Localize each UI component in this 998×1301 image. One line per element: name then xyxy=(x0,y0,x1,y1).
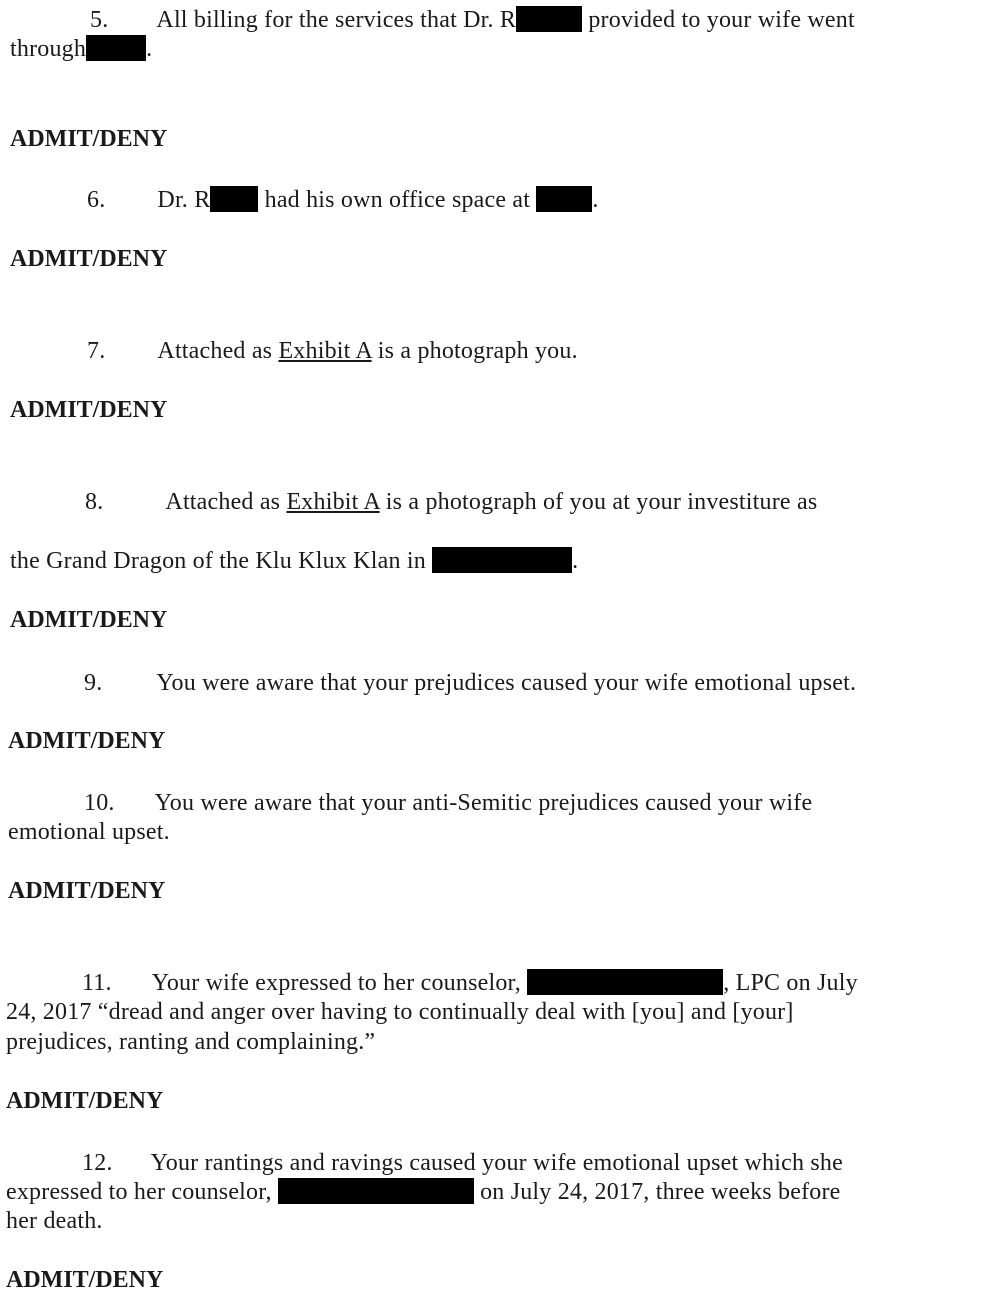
item-11-line-2 xyxy=(6,998,794,1026)
item-text: Your rantings and ravings caused your wife emotional upset which she xyxy=(150,1150,843,1176)
exhibit-reference: Exhibit A xyxy=(278,338,372,364)
item-text: You were aware that your anti-Semitic prejudices caused your wife xyxy=(154,790,813,816)
item-text: . xyxy=(592,187,599,213)
item-8-line-1 xyxy=(85,488,817,516)
admit-deny-label: ADMIT/DENY xyxy=(10,607,168,633)
item-text: Attached as xyxy=(157,338,273,364)
item-text: You were aware that your prejudices caused your wife emotional upset. xyxy=(156,670,857,696)
item-text: 24, 2017 “dread and anger over having to continually deal with [you] and [your] xyxy=(6,999,794,1025)
item-number: 7. xyxy=(87,338,106,364)
item-number: 11. xyxy=(82,970,112,996)
item-10-line-1 xyxy=(84,789,812,817)
item-text: through xyxy=(10,36,87,62)
item-11-line-1 xyxy=(82,969,858,997)
item-text: emotional upset. xyxy=(8,819,170,845)
item-12-line-3 xyxy=(6,1207,103,1235)
admit-deny-label: ADMIT/DENY xyxy=(6,1267,164,1293)
item-12-line-1 xyxy=(82,1149,843,1177)
admit-deny-label: ADMIT/DENY xyxy=(6,1088,164,1114)
item-text: prejudices, ranting and complaining.” xyxy=(6,1029,376,1055)
item-text: Attached as xyxy=(165,489,281,515)
item-6-line-1 xyxy=(87,186,599,214)
item-number: 5. xyxy=(90,7,109,33)
item-10-line-2 xyxy=(8,818,170,846)
admit-deny-label: ADMIT/DENY xyxy=(10,397,168,423)
item-number: 8. xyxy=(85,489,104,515)
item-text: Dr. R xyxy=(157,187,211,213)
item-text: Your wife expressed to her counselor, xyxy=(151,970,521,996)
item-text: the Grand Dragon of the Klu Klux Klan in xyxy=(10,548,426,574)
item-8-line-2 xyxy=(10,547,578,575)
redaction-block xyxy=(278,1178,474,1204)
item-number: 12. xyxy=(82,1150,113,1176)
redaction-block xyxy=(86,35,146,61)
item-number: 6. xyxy=(87,187,106,213)
item-text: is a photograph of you at your investiture as xyxy=(385,489,818,515)
item-number: 10. xyxy=(84,790,115,816)
redaction-block xyxy=(527,969,723,995)
item-number: 9. xyxy=(84,670,103,696)
item-text: expressed to her counselor, xyxy=(6,1179,272,1205)
admit-deny-label: ADMIT/DENY xyxy=(10,246,168,272)
item-11-line-3 xyxy=(6,1028,375,1056)
item-text: her death. xyxy=(6,1208,103,1234)
admit-deny-label: ADMIT/DENY xyxy=(8,728,166,754)
item-text: All billing for the services that Dr. R xyxy=(156,7,517,33)
item-5-line-2 xyxy=(10,35,152,63)
admit-deny-label: ADMIT/DENY xyxy=(8,878,166,904)
exhibit-reference: Exhibit A xyxy=(286,489,380,515)
item-text: . xyxy=(572,548,579,574)
item-text: , LPC on July xyxy=(723,970,858,996)
item-9-line-1 xyxy=(84,669,856,697)
admit-deny-label: ADMIT/DENY xyxy=(10,126,168,152)
item-text: on July 24, 2017, three weeks before xyxy=(480,1179,841,1205)
item-12-line-2 xyxy=(6,1178,841,1206)
item-7-line-1 xyxy=(87,337,578,365)
item-text: had his own office space at xyxy=(264,187,531,213)
redaction-block xyxy=(536,186,592,212)
item-text: provided to your wife went xyxy=(588,7,855,33)
item-text: is a photograph you. xyxy=(377,338,578,364)
item-5-line-1 xyxy=(90,6,855,34)
redaction-block xyxy=(432,547,572,573)
redaction-block xyxy=(516,6,582,32)
redaction-block xyxy=(210,186,258,212)
item-text: . xyxy=(146,36,153,62)
